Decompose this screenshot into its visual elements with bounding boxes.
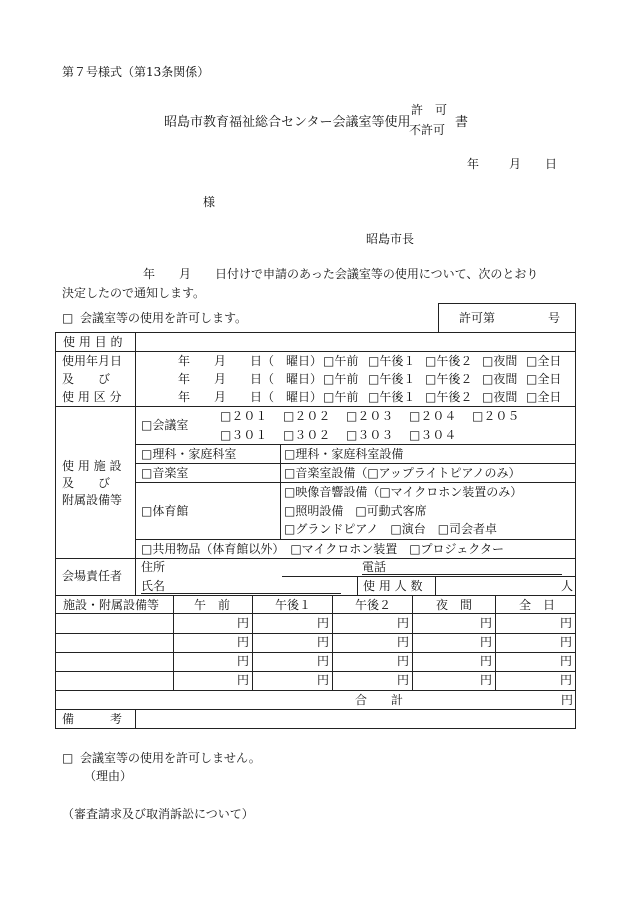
date-year: 年 — [467, 157, 480, 171]
attendees-unit: 人 — [561, 579, 574, 593]
fee-cell-unit: 円 — [560, 616, 573, 630]
room-205[interactable]: □２０５ — [472, 409, 520, 423]
permit-checkbox[interactable]: □ — [62, 311, 74, 325]
gym-option[interactable]: □体育館 — [141, 504, 189, 518]
fee-header-allday: 全 日 — [519, 598, 556, 612]
fee-cell-unit: 円 — [397, 616, 410, 630]
facility-label-3: 附属設備等 — [62, 493, 123, 507]
title-option-permit: 許 可 — [411, 103, 448, 117]
fee-cell-unit: 円 — [397, 654, 410, 668]
manager-name-label: 氏名 — [141, 579, 166, 593]
room-301[interactable]: □３０１ — [220, 428, 268, 442]
option-allday[interactable]: □全日 — [526, 372, 562, 386]
fee-cell-unit: 円 — [317, 635, 330, 649]
addressee-suffix: 様 — [203, 195, 216, 209]
option-pm2[interactable]: □午後２ — [425, 372, 473, 386]
fee-cell-unit: 円 — [480, 654, 493, 668]
option-am[interactable]: □午前 — [323, 390, 359, 404]
fee-header-night: 夜 間 — [436, 598, 473, 612]
facility-label-1: 使 用 施 設 — [62, 459, 122, 473]
deny-reason: （理由） — [84, 769, 133, 783]
meeting-room-option[interactable]: □会議室 — [141, 418, 189, 432]
date-ymd: 年 月 日（ 曜日） — [178, 372, 323, 386]
option-pm2[interactable]: □午後２ — [425, 390, 473, 404]
option-pm1[interactable]: □午後１ — [368, 390, 416, 404]
gym-equipment-piano[interactable]: □グランドピアノ □演台 □司会者卓 — [284, 522, 498, 536]
fee-cell-unit: 円 — [397, 673, 410, 687]
fee-cell-unit: 円 — [237, 673, 250, 687]
title-option-deny: 不許可 — [409, 123, 446, 137]
deny-label: 会議室等の使用を許可しません。 — [80, 751, 261, 765]
room-302[interactable]: □３０２ — [283, 428, 331, 442]
gym-equipment-lighting[interactable]: □照明設備 □可動式客席 — [284, 504, 427, 518]
issuer: 昭島市長 — [366, 232, 415, 246]
deny-checkbox[interactable]: □ — [62, 751, 74, 765]
permit-number-suffix: 号 — [548, 311, 561, 325]
date-label-3: 使 用 区 分 — [62, 390, 122, 404]
form-title: 昭島市教育福祉総合センター会議室等使用 — [164, 115, 411, 130]
fee-cell-unit: 円 — [317, 616, 330, 630]
manager-address-label: 住所 — [141, 560, 166, 574]
shared-items-option[interactable]: □共用物品（体育館以外） □マイクロホン装置 □プロジェクター — [141, 542, 505, 556]
fee-cell-unit: 円 — [560, 635, 573, 649]
attendees-label: 使 用 人 数 — [363, 579, 423, 593]
purpose-label: 使 用 目 的 — [63, 335, 123, 349]
fee-cell-unit: 円 — [317, 673, 330, 687]
option-am[interactable]: □午前 — [323, 354, 359, 368]
option-pm1[interactable]: □午後１ — [368, 354, 416, 368]
option-allday[interactable]: □全日 — [526, 390, 562, 404]
option-allday[interactable]: □全日 — [526, 354, 562, 368]
option-night[interactable]: □夜間 — [482, 390, 518, 404]
music-equipment-option[interactable]: □音楽室設備（□アップライトピアノのみ） — [284, 466, 521, 480]
option-night[interactable]: □夜間 — [482, 354, 518, 368]
notice-line-2: 決定したので通知します。 — [62, 286, 206, 300]
room-303[interactable]: □３０３ — [346, 428, 394, 442]
remarks-label: 備 考 — [62, 712, 123, 726]
fee-cell-unit: 円 — [317, 654, 330, 668]
facility-label-2: 及 び — [62, 476, 111, 490]
room-201[interactable]: □２０１ — [220, 409, 268, 423]
total-unit: 円 — [561, 693, 574, 707]
fee-header-facility: 施設・附属設備等 — [63, 598, 160, 612]
fee-cell-unit: 円 — [397, 635, 410, 649]
notice-line-1: 年 月 日付けで申請のあった会議室等の使用について、次のとおり — [143, 267, 539, 281]
music-room-option[interactable]: □音楽室 — [141, 466, 189, 480]
fee-header-pm2: 午後２ — [355, 598, 392, 612]
fee-cell-unit: 円 — [480, 635, 493, 649]
fee-cell-unit: 円 — [560, 673, 573, 687]
date-label-2: 及 び — [62, 372, 111, 386]
fee-cell-unit: 円 — [237, 654, 250, 668]
fee-header-am: 午 前 — [194, 598, 231, 612]
option-night[interactable]: □夜間 — [482, 372, 518, 386]
fee-header-pm1: 午後１ — [275, 598, 312, 612]
gym-equipment-av[interactable]: □映像音響設備（□マイクロホン装置のみ） — [284, 485, 523, 499]
manager-phone-label: 電話 — [362, 560, 387, 574]
fee-cell-unit: 円 — [237, 616, 250, 630]
permit-label: 会議室等の使用を許可します。 — [80, 311, 248, 325]
option-pm1[interactable]: □午後１ — [368, 372, 416, 386]
science-equipment-option[interactable]: □理科・家庭科室設備 — [284, 447, 404, 461]
room-202[interactable]: □２０２ — [283, 409, 331, 423]
manager-label: 会場責任者 — [62, 569, 123, 583]
date-day: 日 — [545, 157, 558, 171]
science-room-option[interactable]: □理科・家庭科室 — [141, 447, 237, 461]
fee-cell-unit: 円 — [480, 673, 493, 687]
date-ymd: 年 月 日（ 曜日） — [178, 390, 323, 404]
form-number: 第７号様式（第13条関係） — [62, 65, 210, 79]
appeal-note: （審査請求及び取消訴訟について） — [62, 807, 254, 821]
fee-cell-unit: 円 — [480, 616, 493, 630]
room-304[interactable]: □３０４ — [409, 428, 457, 442]
room-203[interactable]: □２０３ — [346, 409, 394, 423]
date-label-1: 使用年月日 — [62, 354, 123, 368]
fee-cell-unit: 円 — [560, 654, 573, 668]
fee-cell-unit: 円 — [237, 635, 250, 649]
title-suffix: 書 — [455, 115, 469, 130]
option-am[interactable]: □午前 — [323, 372, 359, 386]
room-204[interactable]: □２０４ — [409, 409, 457, 423]
option-pm2[interactable]: □午後２ — [425, 354, 473, 368]
date-month: 月 — [509, 157, 522, 171]
total-label: 合 計 — [355, 693, 404, 707]
date-ymd: 年 月 日（ 曜日） — [178, 354, 323, 368]
permit-number-label: 許可第 — [459, 311, 496, 325]
